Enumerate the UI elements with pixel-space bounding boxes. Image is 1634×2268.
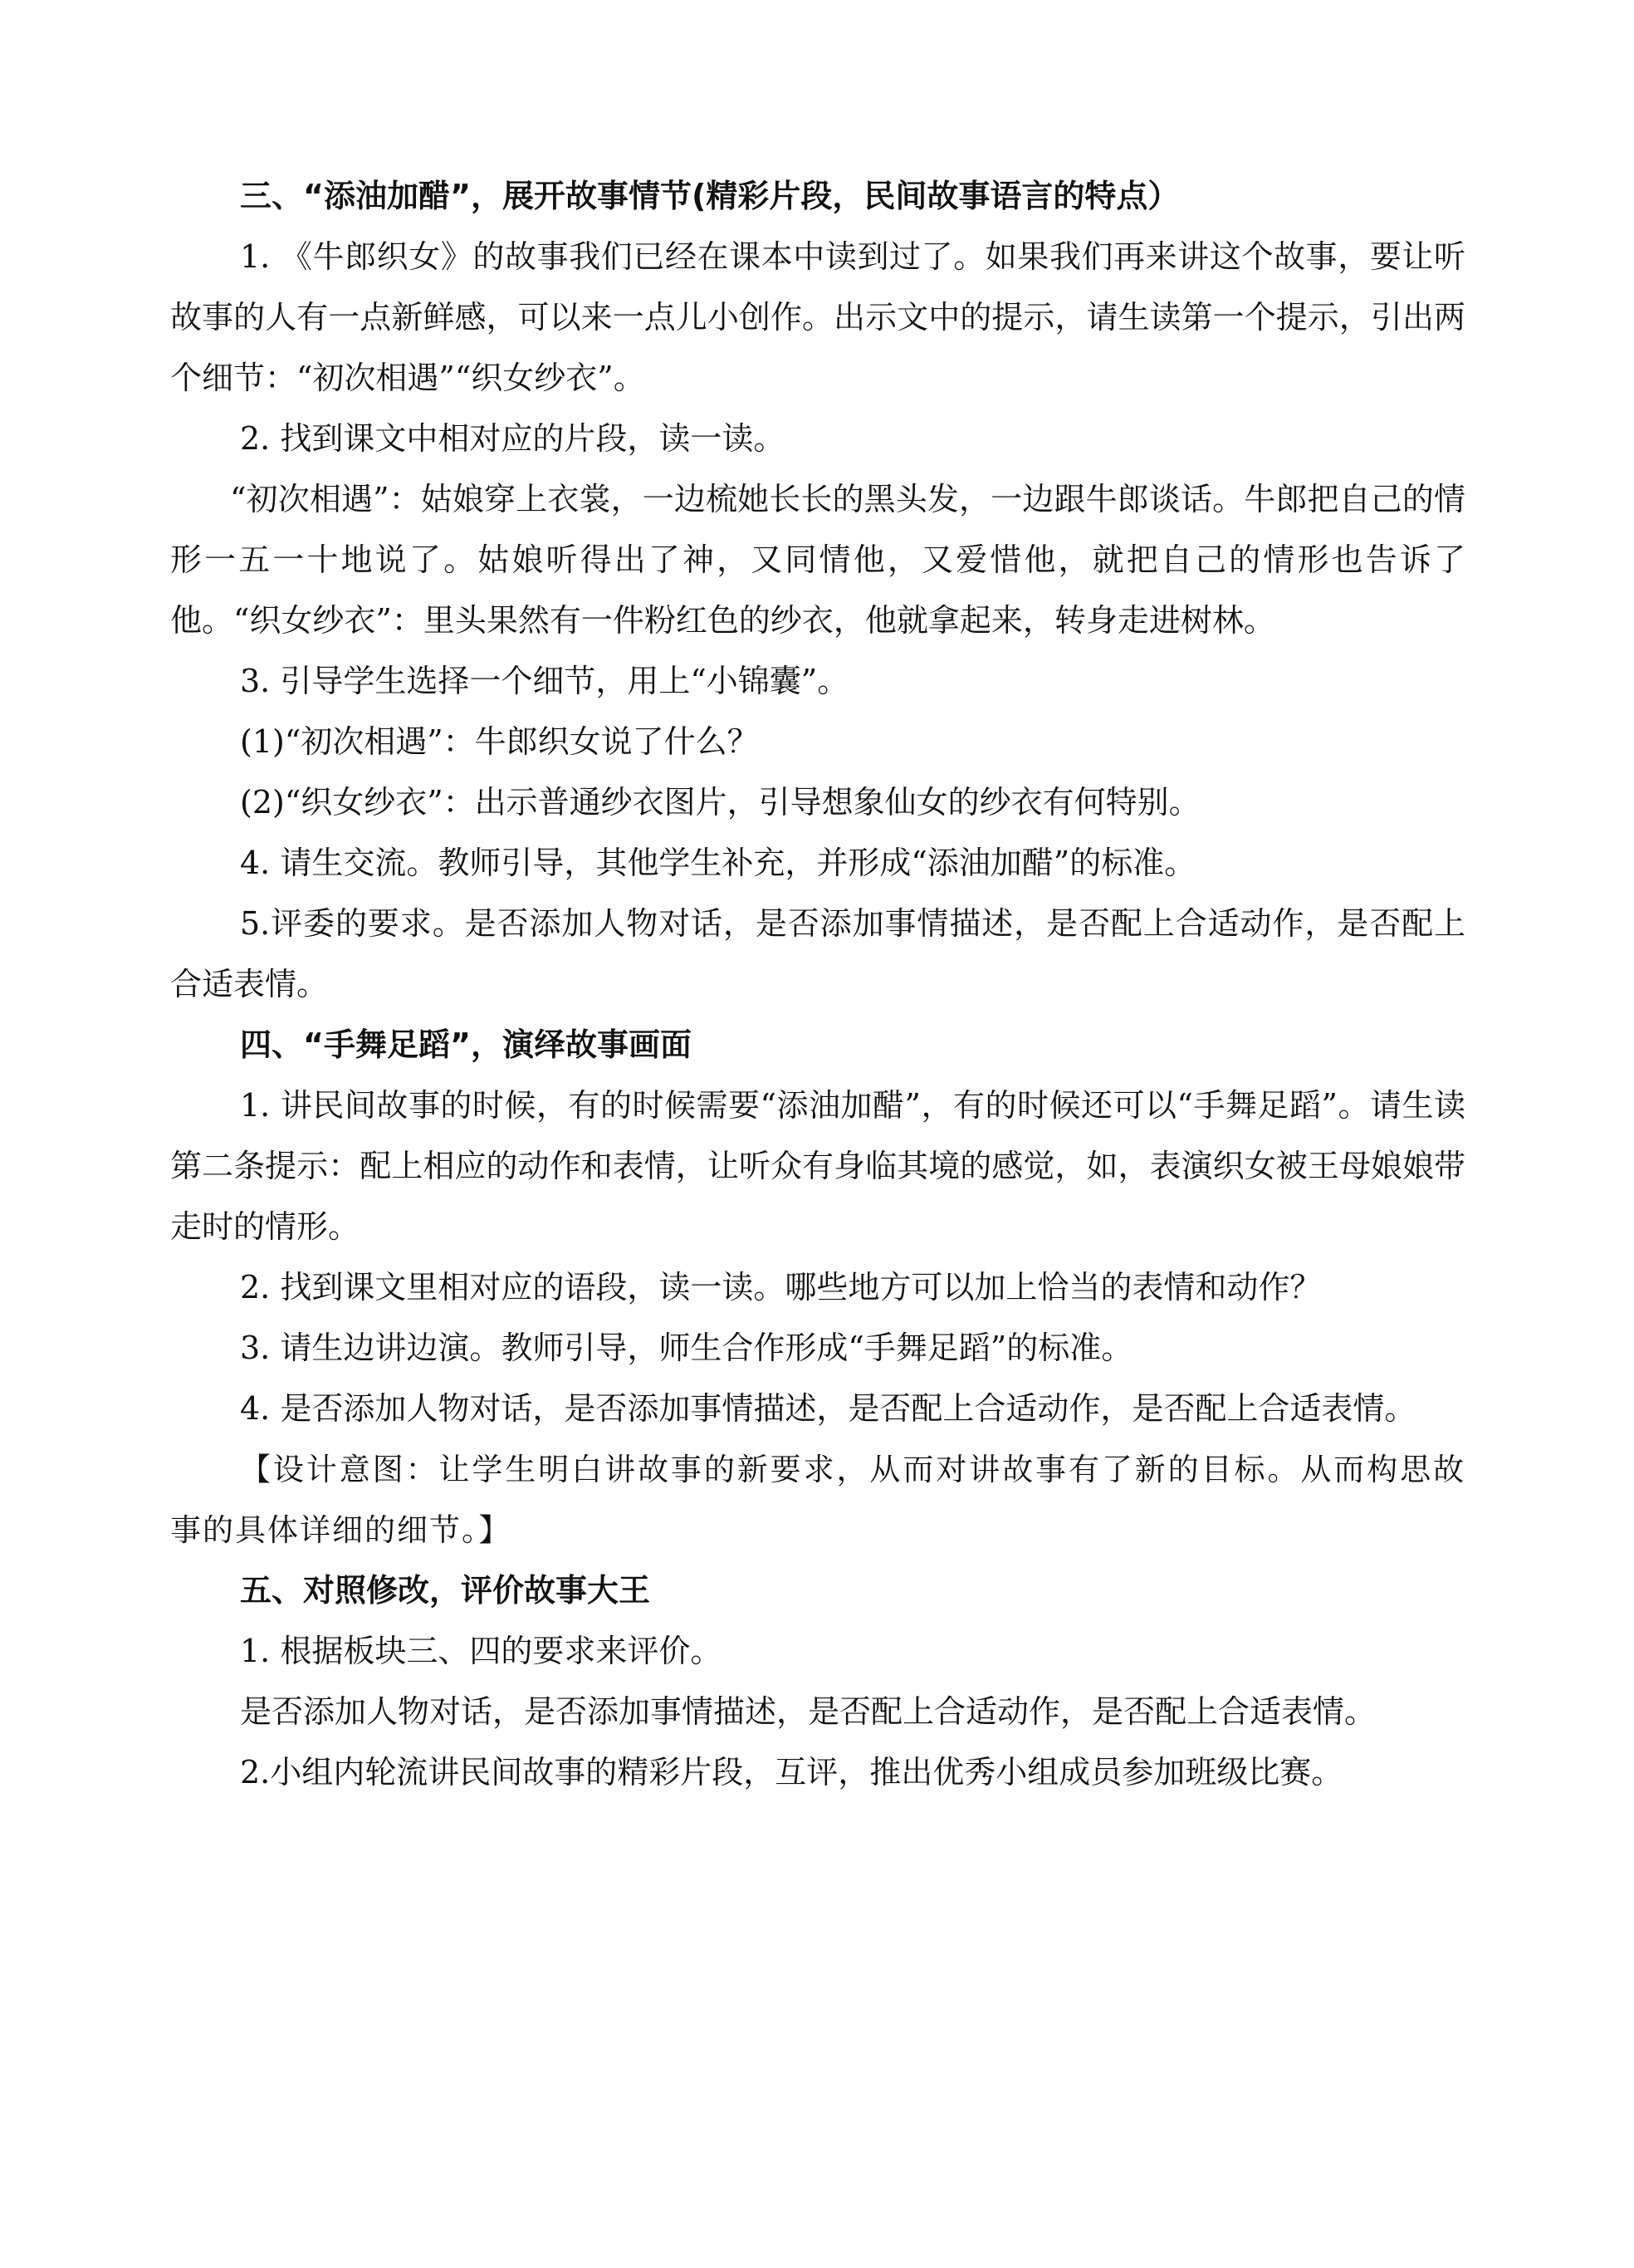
paragraph: 3. 请生边讲边演。教师引导，师生合作形成“手舞足蹈”的标准。 — [240, 1330, 1133, 1366]
section-heading-four: 四、“手舞足蹈”，演绎故事画面 — [240, 1026, 692, 1063]
paragraph: 是否添加人物对话，是否添加事情描述，是否配上合适动作，是否配上合适表情。 — [240, 1693, 1377, 1730]
paragraph: 4. 请生交流。教师引导，其他学生补充，并形成“添油加醋”的标准。 — [240, 845, 1196, 881]
section-heading-three: 三、“添油加醋”，展开故事情节(精彩片段，民间故事语言的特点） — [240, 178, 1180, 214]
paragraph: 1. 讲民间故事的时候，有的时候需要“添油加醋”，有的时候还可以“手舞足蹈”。请生读第二条提示：配上相应的动作和表情，让听众有身临其境的感觉，如，表演织女被王母娘娘带走时的情形。 — [170, 1087, 1465, 1245]
paragraph-subitem: (2)“织女纱衣”：出示普通纱衣图片，引导想象仙女的纱衣有何特别。 — [240, 784, 1201, 820]
paragraph: 3. 引导学生选择一个细节，用上“小锦囊”。 — [240, 663, 849, 699]
paragraph: 2. 找到课文中相对应的片段，读一读。 — [240, 420, 785, 457]
paragraph: 1. 《牛郎织女》的故事我们已经在课本中读到过了。如果我们再来讲这个故事，要让听故事的人有一点新鲜感，可以来一点儿小创作。出示文中的提示，请生读第一个提示，引出两个细节：“初次相遇”“织女纱衣”。 — [170, 238, 1465, 396]
paragraph: 5.评委的要求。是否添加人物对话，是否添加事情描述，是否配上合适动作，是否配上合适表情。 — [170, 905, 1465, 1002]
section-heading-five: 五、对照修改，评价故事大王 — [240, 1572, 651, 1609]
paragraph: 1. 根据板块三、四的要求来评价。 — [240, 1633, 722, 1669]
paragraph: 4. 是否添加人物对话，是否添加事情描述，是否配上合适动作，是否配上合适表情。 — [240, 1390, 1416, 1427]
paragraph-subitem: (1)“初次相遇”：牛郎织女说了什么？ — [240, 723, 759, 760]
paragraph: 2. 找到课文里相对应的语段，读一读。哪些地方可以加上恰当的表情和动作？ — [240, 1269, 1322, 1305]
paragraph-quote: “初次相遇”：姑娘穿上衣裳，一边梳她长长的黑头发，一边跟牛郎谈话。牛郎把自己的情形一五一十地说了。姑娘听得出了神，又同情他，又爱惜他，就把自己的情形也告诉了他。“织女纱衣”：里头果然有一件粉红色的纱衣，他就拿起来，转身走进树林。 — [170, 481, 1465, 639]
paragraph: 2.小组内轮流讲民间故事的精彩片段，互评，推出优秀小组成员参加班级比赛。 — [240, 1754, 1343, 1790]
design-intent-note: 【设计意图：让学生明白讲故事的新要求，从而对讲故事有了新的目标。从而构思故事的具体详细的细节。】 — [170, 1452, 1465, 1548]
document-body — [170, 166, 1465, 1803]
